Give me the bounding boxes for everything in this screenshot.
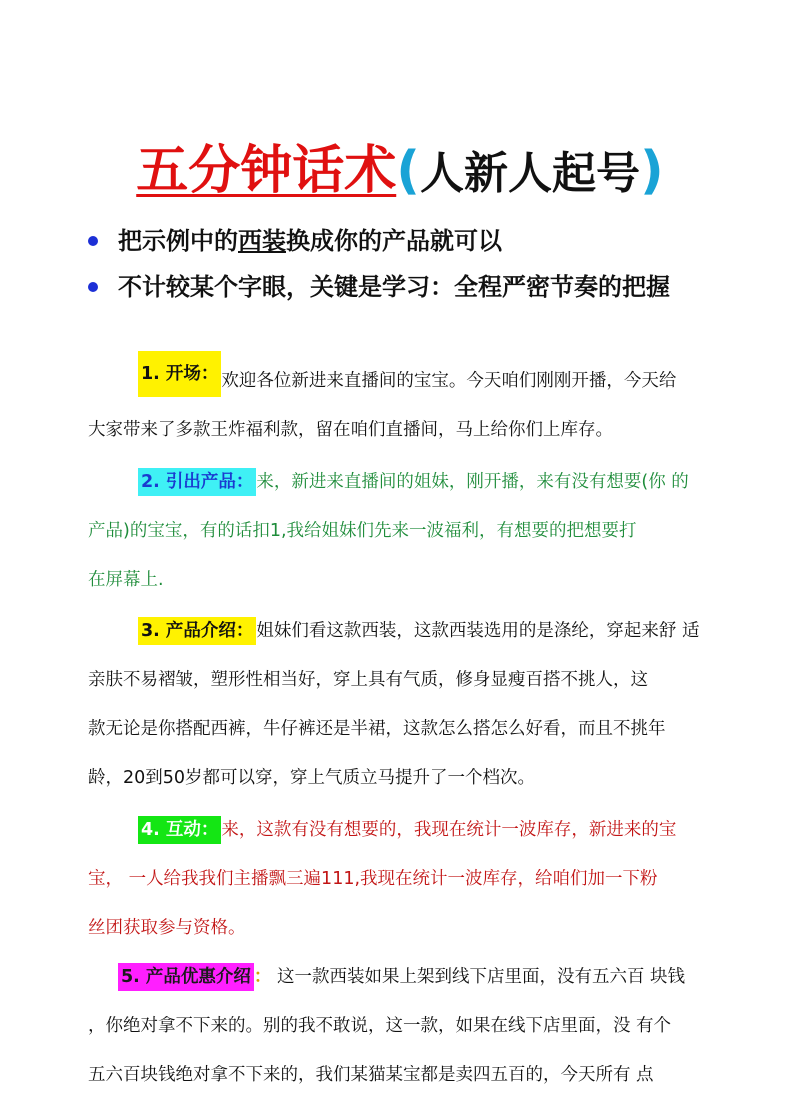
section-line xyxy=(88,458,712,507)
bullet-text: 不计较某个字眼，关键是学习：全程严密节奏的把握 xyxy=(118,273,670,301)
title-main: 五分钟话术 xyxy=(136,141,397,201)
section-text: 姐妹们看这款西装，这款西装选用的是涤纶，穿起来舒 适 xyxy=(256,621,700,641)
section-text: 来，这款有没有想要的，我现在统计一波库存，新进来的宝 xyxy=(221,820,677,840)
section-label-opening: 1. 开场： xyxy=(138,351,221,397)
section-line: 在屏幕上. xyxy=(88,570,164,590)
section-text: 来，新进来直播间的姐妹，刚开播，来有没有想要(你 的 xyxy=(256,472,689,492)
section-opening xyxy=(88,357,712,455)
section-intro-product xyxy=(88,458,712,605)
section-interaction xyxy=(88,806,712,953)
page-title xyxy=(0,128,800,203)
section-line xyxy=(88,357,712,406)
bullet-dot-icon xyxy=(88,236,98,246)
section-line xyxy=(88,607,712,656)
bullet-item xyxy=(88,264,670,310)
bullet-dot-icon xyxy=(88,282,98,292)
title-close-paren: ) xyxy=(640,141,664,201)
section-discount xyxy=(88,953,712,1100)
section-label-discount: 5. 产品优惠介绍 xyxy=(118,963,254,991)
section-line: 五六百块钱绝对拿不下来的，我们某猫某宝都是卖四五百的，今天所有 点 xyxy=(88,1065,654,1085)
section-text: 这一款西装如果上架到线下店里面，没有五六百 块钱 xyxy=(271,967,686,987)
section-line: 龄，20到50岁都可以穿，穿上气质立马提升了一个档次。 xyxy=(88,768,536,788)
section-product-intro xyxy=(88,607,712,803)
section-line: 亲肤不易褶皱，塑形性相当好，穿上具有气质，修身显瘦百搭不挑人，这 xyxy=(88,670,648,690)
bullet-text-post: 换成你的产品就可以 xyxy=(286,227,502,255)
section-line xyxy=(88,953,712,1002)
section-label-product-intro: 3. 产品介绍： xyxy=(138,617,256,645)
section-line xyxy=(88,806,712,855)
section-line: 款无论是你搭配西裤，牛仔裤还是半裙，这款怎么搭怎么好看，而且不挑年 xyxy=(88,719,666,739)
section-line: 产品)的宝宝，有的话扣1,我给姐妹们先来一波福利，有想要的把想要打 xyxy=(88,521,637,541)
section-line: 丝团获取参与资格。 xyxy=(88,918,246,938)
section-label-colon: ： xyxy=(253,967,272,987)
bullet-item xyxy=(88,218,670,264)
section-label-intro-product: 2. 引出产品： xyxy=(138,468,256,496)
section-text: 欢迎各位新进来直播间的宝宝。今天咱们刚刚开播，今天给 xyxy=(221,371,677,391)
title-open-paren: ( xyxy=(396,141,420,201)
title-subtitle: 人新人起号 xyxy=(420,148,640,199)
bullet-list xyxy=(88,218,670,310)
bullet-text-underlined: 西装 xyxy=(238,227,286,255)
section-line: ，你绝对拿不下来的。别的我不敢说，这一款，如果在线下店里面，没 有个 xyxy=(88,1016,672,1036)
bullet-text-pre: 把示例中的 xyxy=(118,227,238,255)
section-line: 宝， 一人给我我们主播飘三遍111,我现在统计一波库存，给咱们加一下粉 xyxy=(88,869,658,889)
section-line: 大家带来了多款王炸福利款，留在咱们直播间，马上给你们上库存。 xyxy=(88,420,613,440)
section-label-interaction: 4. 互动： xyxy=(138,816,221,844)
